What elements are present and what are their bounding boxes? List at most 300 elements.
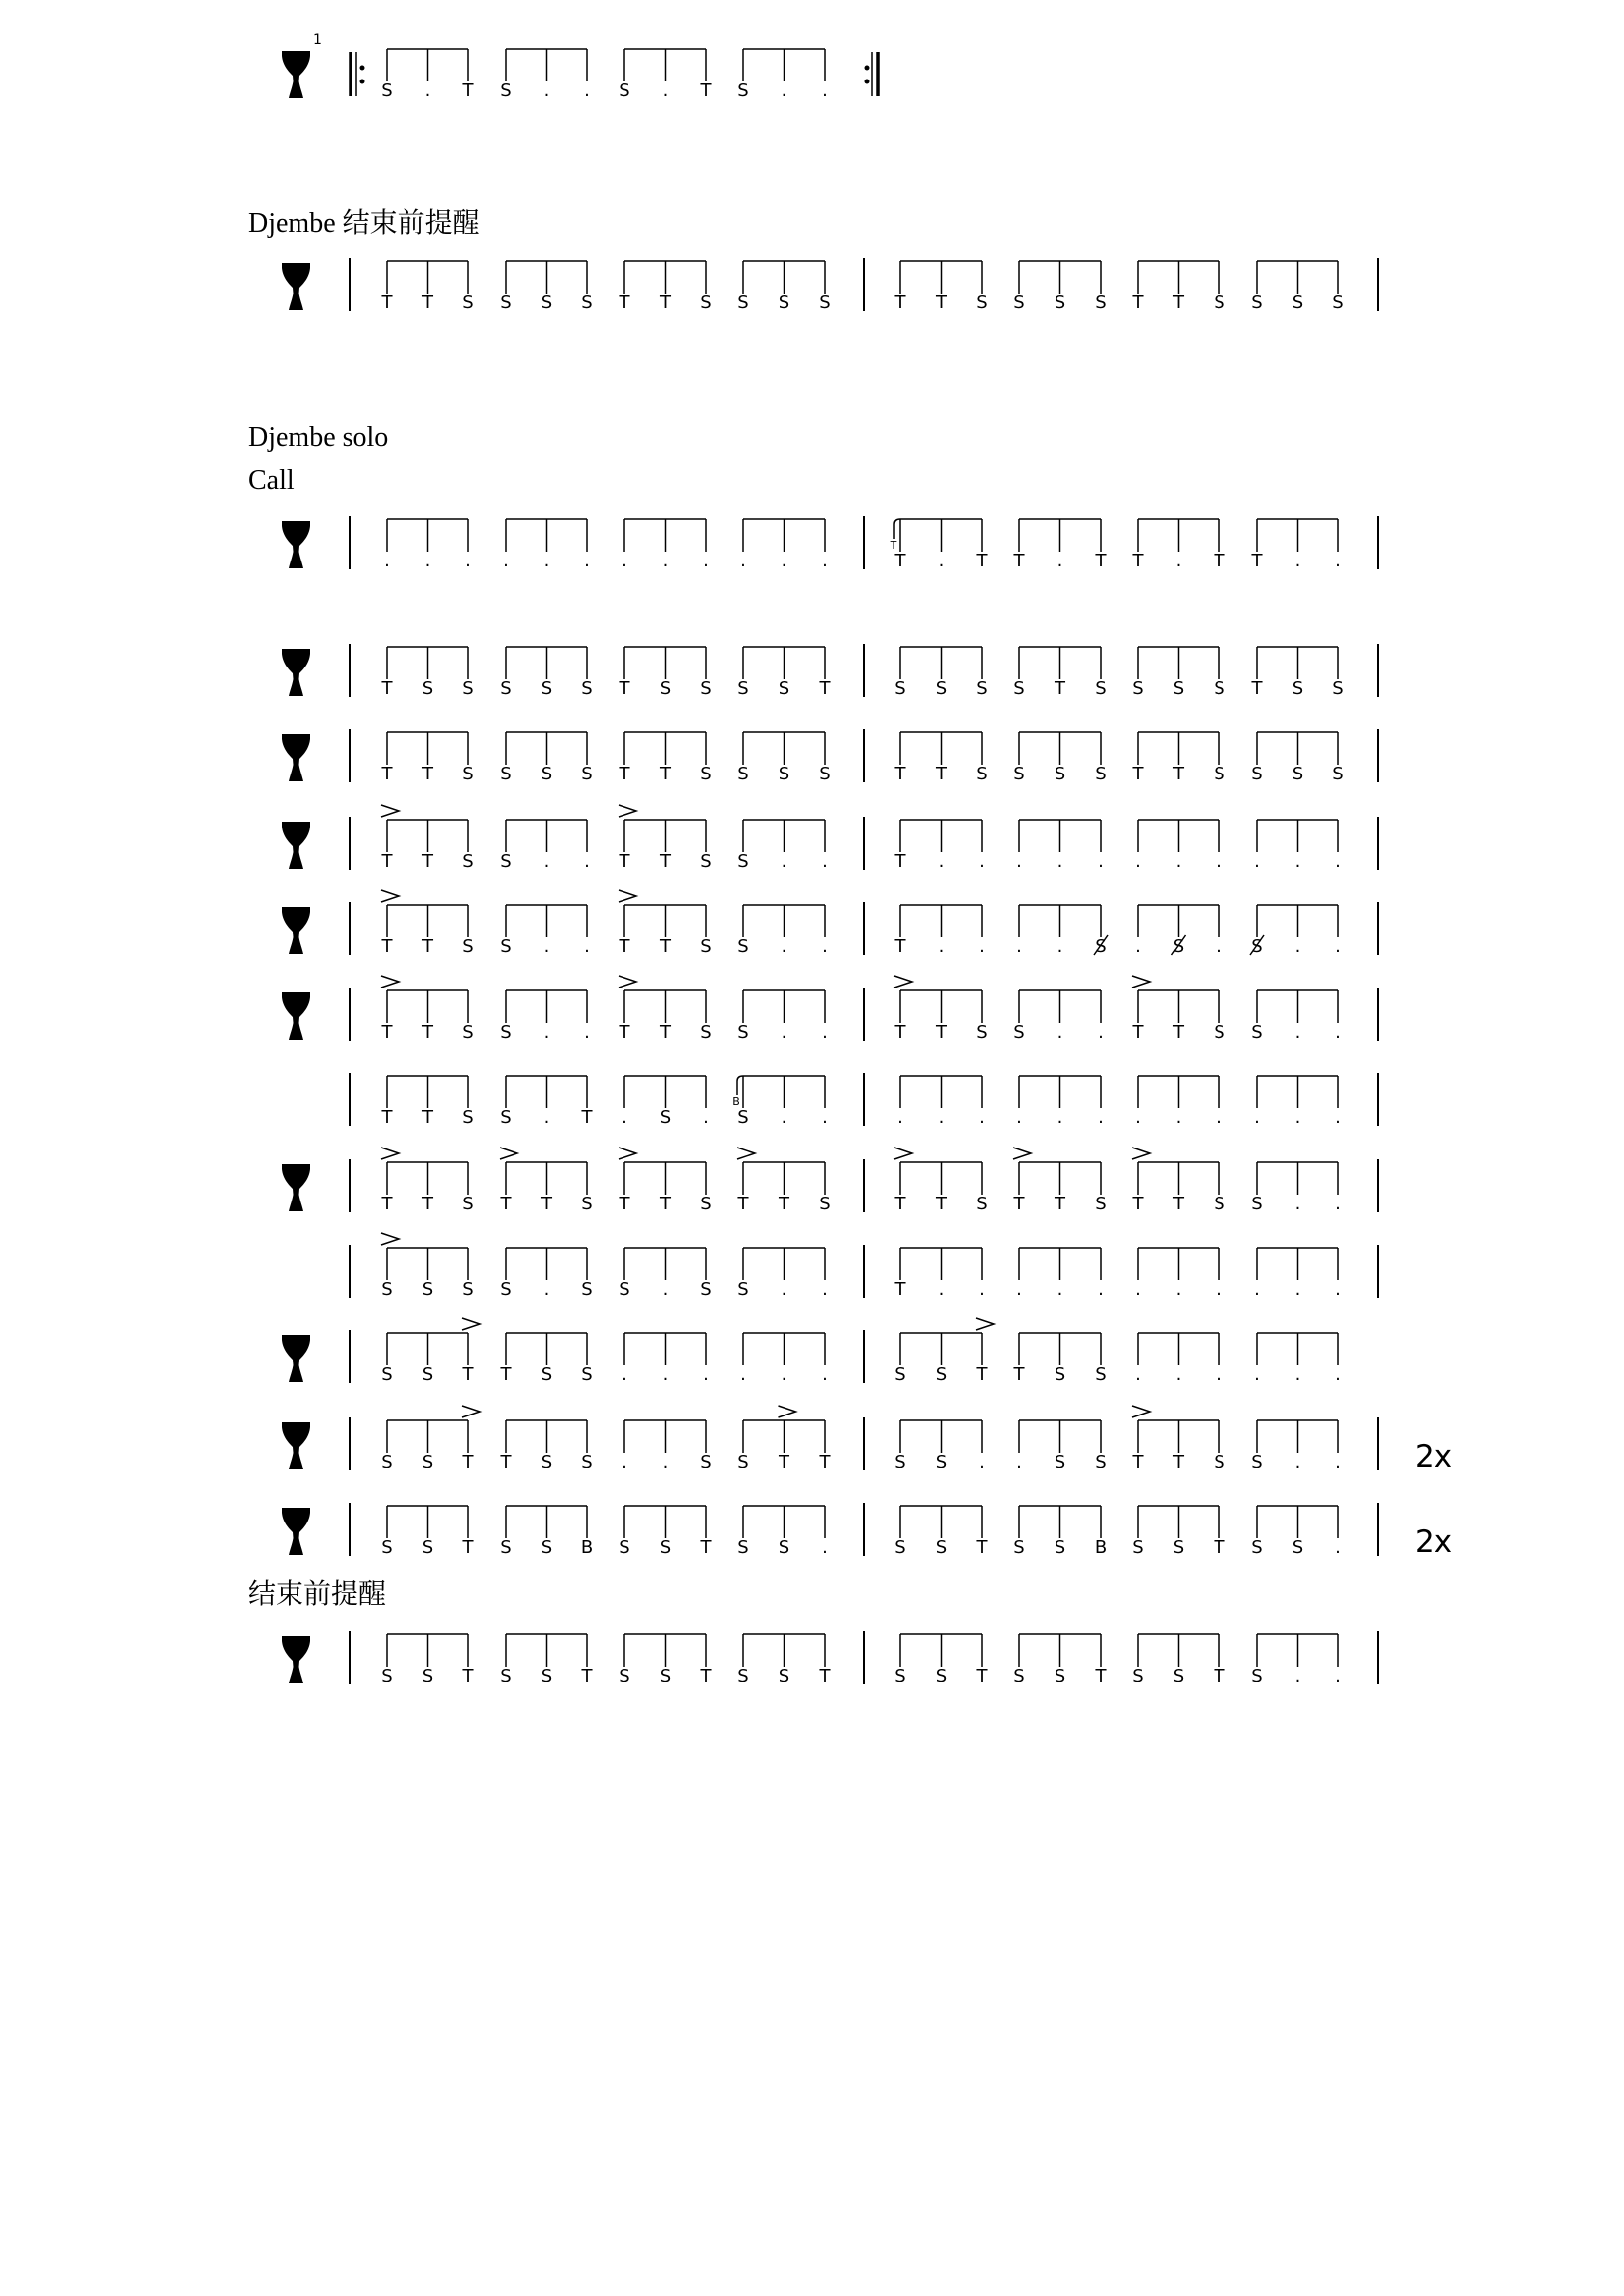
note-letter: S bbox=[540, 678, 553, 699]
grace-note-stem bbox=[894, 519, 900, 539]
rest-dot: . bbox=[781, 80, 787, 101]
rest bbox=[939, 1076, 945, 1128]
note bbox=[1172, 1162, 1185, 1214]
rest-dot: . bbox=[822, 1107, 828, 1128]
rest bbox=[782, 1248, 787, 1300]
note bbox=[422, 1634, 433, 1686]
note bbox=[659, 261, 672, 313]
beat-group bbox=[1013, 1634, 1107, 1686]
rest-dot: . bbox=[703, 1107, 709, 1128]
rest-dot: . bbox=[1294, 1194, 1301, 1214]
beat-group bbox=[890, 519, 989, 571]
note bbox=[581, 1634, 594, 1686]
note-letter: S bbox=[1095, 293, 1107, 313]
note bbox=[1013, 1148, 1032, 1214]
note bbox=[737, 1634, 748, 1686]
beat-group bbox=[1132, 647, 1224, 699]
note bbox=[1172, 905, 1186, 957]
note-letter: S bbox=[1251, 1194, 1263, 1214]
note-letter: S bbox=[421, 1537, 434, 1558]
beat-group bbox=[381, 1076, 474, 1128]
rest bbox=[939, 1248, 945, 1300]
note-letter: T bbox=[422, 764, 433, 784]
rest bbox=[979, 1248, 985, 1300]
accent-mark bbox=[1132, 976, 1150, 988]
rest bbox=[544, 1248, 550, 1300]
note-letter: S bbox=[462, 936, 474, 957]
rest-dot: . bbox=[1294, 1666, 1301, 1686]
note bbox=[1214, 261, 1224, 313]
note-letter: T bbox=[936, 764, 947, 784]
rest bbox=[544, 1076, 550, 1128]
rest bbox=[979, 820, 985, 872]
beat-group bbox=[619, 976, 712, 1042]
beat-group bbox=[1135, 1076, 1222, 1128]
measure bbox=[381, 976, 828, 1042]
note bbox=[976, 990, 987, 1042]
measure bbox=[894, 1506, 1341, 1558]
note bbox=[500, 1506, 511, 1558]
rest bbox=[1217, 1333, 1222, 1385]
note bbox=[500, 1634, 511, 1686]
rest-dot: . bbox=[1335, 1364, 1341, 1385]
rest bbox=[1135, 905, 1141, 957]
note-letter: S bbox=[619, 1537, 630, 1558]
rest bbox=[622, 1420, 627, 1472]
rest-dot: . bbox=[1294, 1452, 1301, 1472]
note bbox=[1095, 732, 1106, 784]
note-letter: S bbox=[659, 1666, 672, 1686]
note-letter: T bbox=[381, 1194, 393, 1214]
note-letter: B bbox=[1094, 1537, 1108, 1558]
note bbox=[1095, 1506, 1107, 1558]
note-letter: S bbox=[1132, 1537, 1144, 1558]
note-letter: S bbox=[778, 678, 790, 699]
note bbox=[500, 905, 511, 957]
note bbox=[541, 1634, 552, 1686]
note bbox=[541, 1420, 552, 1472]
note-letter: T bbox=[422, 851, 433, 872]
note-letter: S bbox=[421, 1666, 434, 1686]
rest-dot: . bbox=[1294, 1107, 1301, 1128]
note-letter: S bbox=[500, 1279, 512, 1300]
rest-dot: . bbox=[1294, 936, 1301, 957]
note bbox=[894, 1248, 907, 1300]
note-letter: S bbox=[381, 1452, 393, 1472]
note bbox=[1214, 1420, 1224, 1472]
accent-mark bbox=[462, 1406, 480, 1417]
measure bbox=[381, 1148, 831, 1214]
section-subtitle-call: Call bbox=[248, 465, 295, 496]
note-letter: T bbox=[462, 1537, 474, 1558]
measure bbox=[894, 1248, 1341, 1300]
note-letter: S bbox=[1332, 678, 1344, 699]
note-letter: S bbox=[935, 1364, 947, 1385]
note bbox=[500, 1076, 511, 1128]
rest bbox=[1135, 1076, 1141, 1128]
accent-mark bbox=[619, 1148, 636, 1159]
note-letter: T bbox=[422, 936, 433, 957]
beat-group bbox=[1016, 1420, 1107, 1472]
beat-group bbox=[737, 1634, 831, 1686]
note-letter: S bbox=[894, 1666, 906, 1686]
note bbox=[381, 732, 394, 784]
rest bbox=[622, 1333, 627, 1385]
note bbox=[700, 49, 713, 101]
djembe-silhouette bbox=[282, 1636, 310, 1683]
notation-row bbox=[350, 1233, 1378, 1300]
note-letter: S bbox=[1054, 1452, 1066, 1472]
note-letter: S bbox=[778, 1666, 790, 1686]
rest bbox=[782, 905, 787, 957]
note-letter: S bbox=[1013, 1022, 1025, 1042]
drum-number-label: 1 bbox=[313, 32, 322, 48]
note bbox=[1095, 1634, 1108, 1686]
note bbox=[976, 647, 987, 699]
note bbox=[894, 1420, 905, 1472]
note bbox=[381, 805, 400, 872]
note-letter: S bbox=[1332, 293, 1344, 313]
note-letter: T bbox=[381, 764, 393, 784]
note bbox=[462, 1634, 475, 1686]
note-letter: S bbox=[659, 1107, 672, 1128]
beat-group bbox=[619, 1634, 712, 1686]
rest-dot: . bbox=[703, 551, 709, 571]
note-letter: S bbox=[1172, 1666, 1185, 1686]
note-letter: S bbox=[737, 1107, 749, 1128]
note bbox=[660, 1076, 671, 1128]
note bbox=[778, 1406, 796, 1472]
note-letter: S bbox=[976, 1194, 988, 1214]
note-letter: S bbox=[1214, 293, 1225, 313]
note-letter: S bbox=[1251, 1022, 1263, 1042]
note-letter: T bbox=[819, 678, 831, 699]
djembe-icon bbox=[282, 1164, 310, 1211]
note bbox=[936, 1634, 947, 1686]
note bbox=[619, 647, 631, 699]
note-letter: T bbox=[1132, 1022, 1144, 1042]
rest-dot: . bbox=[1056, 1022, 1063, 1042]
note-letter: T bbox=[581, 1107, 593, 1128]
note-letter: T bbox=[462, 1452, 474, 1472]
djembe-silhouette bbox=[282, 822, 310, 869]
beat-group bbox=[622, 1076, 709, 1128]
repeat-dot bbox=[360, 80, 365, 84]
note bbox=[381, 261, 394, 313]
rest-dot: . bbox=[622, 1107, 627, 1128]
note-letter: T bbox=[660, 1194, 671, 1214]
note bbox=[1172, 261, 1185, 313]
note bbox=[700, 1506, 713, 1558]
note-letter: S bbox=[700, 1279, 712, 1300]
note bbox=[1292, 261, 1303, 313]
note-letter: T bbox=[660, 851, 671, 872]
beat-group bbox=[503, 519, 590, 571]
rest bbox=[622, 1076, 627, 1128]
rest-dot: . bbox=[740, 551, 746, 571]
rest-dot: . bbox=[822, 1364, 828, 1385]
beat-group bbox=[381, 1148, 474, 1214]
beat-group bbox=[737, 820, 828, 872]
note bbox=[1054, 1162, 1066, 1214]
accent-mark bbox=[976, 1318, 994, 1330]
note bbox=[500, 820, 511, 872]
note-letter: S bbox=[935, 1452, 947, 1472]
note bbox=[660, 1506, 671, 1558]
note bbox=[660, 647, 671, 699]
note-letter: T bbox=[1132, 1452, 1144, 1472]
measure bbox=[381, 1076, 828, 1128]
beat-group bbox=[1251, 1506, 1341, 1558]
note-letter: S bbox=[581, 1364, 593, 1385]
beat-group bbox=[1251, 1420, 1341, 1472]
accent-mark bbox=[619, 805, 636, 817]
rest bbox=[822, 905, 828, 957]
measure bbox=[897, 1076, 1341, 1128]
rest bbox=[584, 49, 590, 101]
beat-group bbox=[381, 1406, 480, 1472]
rest bbox=[1335, 519, 1341, 571]
rest bbox=[544, 905, 550, 957]
rest-dot: . bbox=[1335, 1279, 1341, 1300]
note bbox=[1251, 990, 1262, 1042]
rest bbox=[1254, 1333, 1260, 1385]
note bbox=[936, 1420, 947, 1472]
rest bbox=[544, 990, 550, 1042]
note-letter: T bbox=[1132, 293, 1144, 313]
rest-dot: . bbox=[1175, 1107, 1182, 1128]
rest bbox=[782, 1333, 787, 1385]
note bbox=[462, 732, 473, 784]
note bbox=[500, 1248, 511, 1300]
note-letter: T bbox=[819, 1666, 831, 1686]
note-letter: T bbox=[894, 1022, 906, 1042]
note-letter: S bbox=[540, 1364, 553, 1385]
djembe-silhouette bbox=[282, 1422, 310, 1469]
note bbox=[700, 732, 711, 784]
note bbox=[619, 49, 629, 101]
beat-group bbox=[1132, 1406, 1225, 1472]
beat-group bbox=[500, 1148, 593, 1214]
note bbox=[819, 261, 830, 313]
note bbox=[976, 1634, 989, 1686]
note bbox=[1095, 1420, 1106, 1472]
note-letter: S bbox=[540, 1537, 553, 1558]
note bbox=[500, 732, 511, 784]
rest bbox=[897, 1076, 903, 1128]
note bbox=[1214, 519, 1226, 571]
note bbox=[619, 1148, 637, 1214]
rest-dot: . bbox=[1335, 1194, 1341, 1214]
beat-group bbox=[737, 647, 831, 699]
note-letter: S bbox=[1095, 678, 1107, 699]
note bbox=[894, 820, 907, 872]
rest-dot: . bbox=[938, 851, 945, 872]
djembe-silhouette bbox=[282, 1508, 310, 1555]
note bbox=[541, 647, 552, 699]
note bbox=[462, 1162, 473, 1214]
note bbox=[1132, 647, 1143, 699]
beat-group bbox=[1132, 1634, 1225, 1686]
rest-dot: . bbox=[543, 1022, 550, 1042]
note bbox=[976, 1318, 995, 1385]
rest-dot: . bbox=[1016, 851, 1022, 872]
accent-mark bbox=[381, 805, 399, 817]
note-letter: S bbox=[737, 1452, 749, 1472]
rest-dot: . bbox=[584, 936, 590, 957]
note-letter: S bbox=[935, 678, 947, 699]
rest-dot: . bbox=[1254, 1364, 1260, 1385]
rest-dot: . bbox=[938, 1107, 945, 1128]
note-letter: S bbox=[737, 1022, 749, 1042]
note-letter: S bbox=[1214, 764, 1225, 784]
note bbox=[1013, 1333, 1026, 1385]
djembe-icon bbox=[282, 1335, 310, 1382]
rest-dot: . bbox=[1056, 936, 1063, 957]
measure bbox=[894, 1406, 1341, 1472]
measure bbox=[894, 976, 1341, 1042]
note-letter: S bbox=[778, 764, 790, 784]
rest-dot: . bbox=[1135, 851, 1141, 872]
rest-dot: . bbox=[1217, 936, 1222, 957]
rest bbox=[703, 1333, 709, 1385]
measure bbox=[894, 820, 1341, 872]
rest bbox=[1016, 1420, 1022, 1472]
note-letter: S bbox=[935, 1666, 947, 1686]
rest bbox=[1057, 1248, 1063, 1300]
note bbox=[619, 1506, 629, 1558]
rest bbox=[1098, 1076, 1104, 1128]
note-letter: S bbox=[1054, 293, 1066, 313]
note-letter: S bbox=[381, 80, 393, 101]
note bbox=[737, 990, 748, 1042]
rest-dot: . bbox=[465, 551, 471, 571]
rest bbox=[584, 519, 590, 571]
note-letter: S bbox=[581, 293, 593, 313]
note-letter: S bbox=[500, 1537, 512, 1558]
note-letter: S bbox=[1251, 1452, 1263, 1472]
rest-dot: . bbox=[584, 551, 590, 571]
note bbox=[737, 647, 748, 699]
note-letter: S bbox=[1291, 764, 1304, 784]
note-letter: T bbox=[976, 551, 988, 571]
djembe-silhouette bbox=[282, 521, 310, 568]
note-letter: T bbox=[500, 1364, 512, 1385]
note-letter: S bbox=[381, 1279, 393, 1300]
note-letter: T bbox=[422, 1107, 433, 1128]
measure bbox=[381, 261, 831, 313]
beat-group bbox=[619, 1148, 712, 1214]
notation-row bbox=[350, 1073, 1378, 1128]
accent-mark bbox=[500, 1148, 517, 1159]
note bbox=[381, 1634, 392, 1686]
note-letter: S bbox=[976, 678, 988, 699]
rest-dot: . bbox=[822, 1022, 828, 1042]
note bbox=[737, 1248, 748, 1300]
note bbox=[581, 1420, 592, 1472]
rest-dot: . bbox=[1217, 851, 1222, 872]
djembe-silhouette bbox=[282, 734, 310, 781]
beat-group bbox=[381, 49, 474, 101]
rest-dot: . bbox=[1098, 1107, 1104, 1128]
note bbox=[462, 261, 473, 313]
beat-group bbox=[737, 1506, 828, 1558]
note-letter: S bbox=[1095, 1194, 1107, 1214]
beat-group bbox=[619, 647, 712, 699]
note-letter: T bbox=[976, 1364, 988, 1385]
rest-dot: . bbox=[662, 1364, 669, 1385]
rest bbox=[1335, 1333, 1341, 1385]
note-letter: T bbox=[619, 936, 630, 957]
accent-mark bbox=[381, 976, 399, 988]
rest-dot: . bbox=[703, 1364, 709, 1385]
note-letter: S bbox=[540, 1666, 553, 1686]
note-letter: T bbox=[894, 764, 906, 784]
accent-mark bbox=[381, 890, 399, 902]
rest bbox=[1295, 905, 1301, 957]
note bbox=[541, 1506, 552, 1558]
note-letter: T bbox=[619, 764, 630, 784]
measure bbox=[381, 1406, 831, 1472]
rest-dot: . bbox=[1135, 1107, 1141, 1128]
rest bbox=[1295, 1162, 1301, 1214]
note bbox=[619, 732, 631, 784]
beat-group bbox=[381, 1318, 480, 1385]
rest bbox=[1098, 990, 1104, 1042]
note bbox=[1292, 732, 1303, 784]
note-letter: S bbox=[581, 678, 593, 699]
note-letter: S bbox=[700, 936, 712, 957]
note-letter: S bbox=[894, 678, 906, 699]
note-letter: S bbox=[1291, 678, 1304, 699]
accent-mark bbox=[894, 976, 912, 988]
note-letter: S bbox=[500, 936, 512, 957]
note-letter: S bbox=[462, 678, 474, 699]
note bbox=[1292, 647, 1303, 699]
rest bbox=[663, 1333, 669, 1385]
rest-dot: . bbox=[1294, 1279, 1301, 1300]
rest bbox=[939, 905, 945, 957]
note-letter: S bbox=[500, 1107, 512, 1128]
measure bbox=[381, 1233, 828, 1300]
beat-group bbox=[1251, 990, 1341, 1042]
grace-note-stem bbox=[737, 1076, 743, 1095]
beat-group bbox=[894, 1420, 985, 1472]
rest bbox=[544, 49, 550, 101]
note bbox=[1013, 990, 1024, 1042]
note bbox=[1251, 1506, 1262, 1558]
note-letter: T bbox=[381, 678, 393, 699]
notation-row bbox=[282, 644, 1378, 699]
djembe-silhouette bbox=[282, 907, 310, 954]
note-letter: S bbox=[778, 293, 790, 313]
beat-group bbox=[1132, 1506, 1225, 1558]
note-letter: S bbox=[500, 1666, 512, 1686]
note bbox=[1332, 732, 1343, 784]
note bbox=[462, 647, 473, 699]
note bbox=[1292, 1506, 1303, 1558]
rest bbox=[782, 990, 787, 1042]
note bbox=[890, 519, 907, 571]
rest bbox=[1254, 1248, 1260, 1300]
note bbox=[660, 1634, 671, 1686]
rest-dot: . bbox=[822, 1279, 828, 1300]
note bbox=[1251, 647, 1264, 699]
beat-group bbox=[500, 1634, 593, 1686]
rest bbox=[1295, 1333, 1301, 1385]
note bbox=[1132, 1506, 1143, 1558]
note bbox=[1132, 519, 1145, 571]
